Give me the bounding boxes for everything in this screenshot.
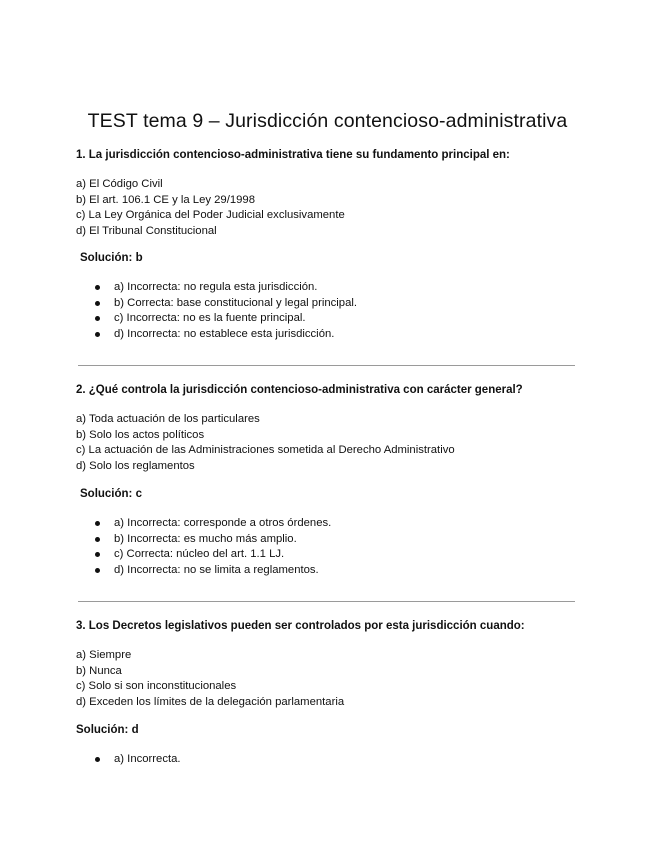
- option-b: b) Solo los actos políticos: [76, 428, 205, 441]
- bullet-icon: [95, 301, 100, 306]
- explanation-item: a) Incorrecta.: [95, 752, 181, 768]
- question-2-explanations: [95, 516, 331, 578]
- question-3-options: [76, 648, 344, 710]
- explanation-item: d) Incorrecta: no se limita a reglamentos.: [95, 563, 331, 579]
- bullet-icon: [95, 757, 100, 762]
- section-divider: [78, 601, 575, 602]
- option-b: b) Nunca: [76, 664, 122, 677]
- question-3-title: 3. Los Decretos legislativos pueden ser controlados por esta jurisdicción cuando:: [76, 620, 525, 632]
- option-d: d) Solo los reglamentos: [76, 459, 195, 472]
- question-1-options: [76, 177, 345, 239]
- bullet-icon: [95, 316, 100, 321]
- question-1-solution: Solución: b: [80, 252, 143, 264]
- question-2-solution: Solución: c: [80, 488, 142, 500]
- option-b: b) El art. 106.1 CE y la Ley 29/1998: [76, 193, 255, 206]
- bullet-icon: [95, 537, 100, 542]
- bullet-icon: [95, 285, 100, 290]
- question-3-explanations: [95, 752, 181, 768]
- option-c: c) La Ley Orgánica del Poder Judicial exclusivamente: [76, 209, 345, 221]
- option-d: d) Exceden los límites de la delegación parlamentaria: [76, 695, 345, 708]
- option-d: d) El Tribunal Constitucional: [76, 224, 217, 237]
- explanation-item: d) Incorrecta: no establece esta jurisdicción.: [95, 327, 357, 343]
- option-a: a) Toda actuación de los particulares: [76, 413, 260, 425]
- question-3-solution: Solución: d: [76, 724, 139, 736]
- bullet-icon: [95, 568, 100, 573]
- explanation-item: b) Incorrecta: es mucho más amplio.: [95, 532, 331, 548]
- question-2-options: [76, 412, 455, 474]
- option-a: a) Siempre: [76, 649, 132, 661]
- question-1-explanations: [95, 280, 357, 342]
- bullet-icon: [95, 552, 100, 557]
- question-2-title: 2. ¿Qué controla la jurisdicción contencioso-administrativa con carácter general?: [76, 384, 523, 396]
- explanation-item: b) Correcta: base constitucional y legal principal.: [95, 296, 357, 312]
- explanation-item: a) Incorrecta: corresponde a otros órdenes.: [95, 516, 331, 532]
- option-a: a) El Código Civil: [76, 178, 163, 190]
- explanation-item: c) Correcta: núcleo del art. 1.1 LJ.: [95, 547, 331, 563]
- document-title: TEST tema 9 – Jurisdicción contencioso-administrativa: [87, 110, 568, 132]
- question-1-title: 1. La jurisdicción contencioso-administrativa tiene su fundamento principal en:: [76, 149, 510, 161]
- explanation-item: a) Incorrecta: no regula esta jurisdicción.: [95, 280, 357, 296]
- section-divider: [78, 365, 575, 366]
- explanation-item: c) Incorrecta: no es la fuente principal.: [95, 311, 357, 327]
- option-c: c) Solo si son inconstitucionales: [76, 680, 237, 692]
- option-c: c) La actuación de las Administraciones sometida al Derecho Administrativo: [76, 444, 455, 456]
- bullet-icon: [95, 521, 100, 526]
- bullet-icon: [95, 332, 100, 337]
